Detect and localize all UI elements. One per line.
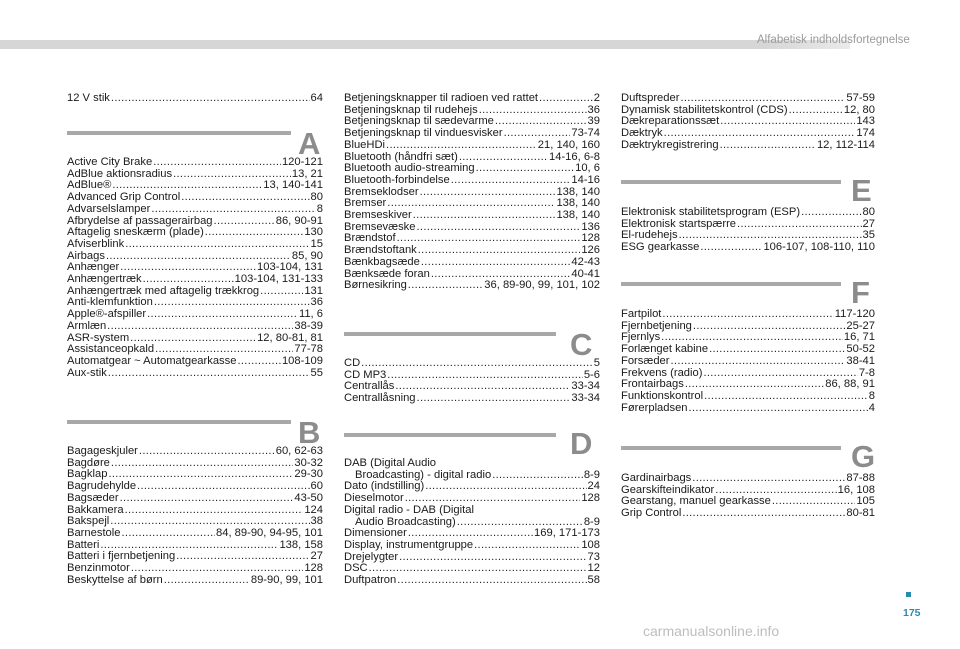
intro-list (621, 93, 875, 152)
leader-dots (417, 393, 571, 405)
leader-dots (772, 496, 855, 508)
entry-term: Dimensioner (344, 527, 407, 540)
entry-term: Audio Broadcasting) (355, 515, 456, 528)
leader-dots (369, 563, 587, 575)
entry-term: Centrallåsning (344, 392, 416, 405)
index-entry (344, 257, 600, 269)
entry-term: ASR-system (67, 331, 130, 344)
leader-dots (700, 242, 762, 254)
leader-dots (108, 368, 310, 380)
entry-pages: 36 (587, 103, 600, 116)
entry-term: Afbrydelse af passagerairbag (67, 214, 213, 227)
entry-term: Betjeningsknap til vinduesvisker (344, 127, 503, 140)
index-entry (344, 393, 600, 405)
index-entry (67, 528, 323, 540)
entry-term: Frekvens (radio) (621, 366, 703, 379)
entry-term: Anhængertræk (67, 273, 142, 286)
index-entry (344, 210, 600, 222)
entry-pages: 12, 80 (843, 103, 875, 116)
leader-dots (671, 356, 846, 368)
entry-term: Anhængertræk med aftagelig trækkrog (67, 284, 260, 297)
entry-term: Beskyttelse af børn (67, 573, 163, 586)
index-entry (344, 458, 600, 470)
entry-pages: 50-52 (846, 343, 875, 356)
entry-pages: 29-30 (294, 468, 323, 481)
entry-term: Duftspreder (621, 92, 680, 104)
entry-term: 12 V stik (67, 92, 110, 104)
entry-pages: 42-43 (571, 255, 600, 268)
entry-pages: 33-34 (571, 380, 600, 393)
leader-dots (147, 309, 298, 321)
entry-term: Betjeningsknapper til radioen ved rattet (344, 92, 539, 104)
leader-dots (387, 198, 555, 210)
index-entry (67, 493, 323, 505)
entry-term: Advarselslamper (67, 202, 151, 215)
leader-dots (709, 344, 845, 356)
entry-term: Bagageskjuler (67, 445, 138, 457)
entry-pages: 10, 6 (575, 162, 600, 175)
leader-dots (408, 280, 484, 292)
entry-pages: 30-32 (294, 456, 323, 469)
entry-term: Anhænger (67, 261, 120, 274)
leader-dots (181, 192, 309, 204)
entry-pages: 85, 90 (291, 249, 323, 262)
entry-term: Bremseskiver (344, 209, 412, 222)
entry-pages: 126 (581, 244, 600, 257)
leader-dots (111, 93, 310, 105)
entry-pages: 11, 6 (298, 308, 323, 321)
entry-pages: 73 (587, 550, 600, 563)
entry-pages: 80 (862, 206, 875, 218)
section-rule (344, 332, 556, 336)
entry-term: Bagklap (67, 468, 108, 481)
entry-term: Assistanceopkald (67, 343, 155, 356)
entry-pages: 12 (587, 562, 600, 575)
entry-term: Bluetooth audio-streaming (344, 162, 475, 175)
leader-dots (685, 379, 824, 391)
leader-dots (474, 540, 580, 552)
entry-pages: 103-104, 131-133 (234, 273, 323, 286)
section-g-entries (621, 473, 875, 520)
entry-term: Duftpatron (344, 574, 397, 587)
entry-term: Bremser (344, 197, 387, 210)
entry-term: Gearstang, manuel gearkasse (621, 495, 771, 508)
leader-dots (680, 93, 845, 105)
leader-dots (476, 163, 575, 175)
index-entry (621, 207, 875, 219)
section-letter: F (851, 275, 870, 310)
entry-pages: 86, 90-91 (275, 214, 323, 227)
entry-pages: 80 (310, 191, 323, 204)
entry-pages: 128 (581, 492, 600, 505)
leader-dots (413, 210, 556, 222)
entry-term: Førerpladsen (621, 401, 688, 414)
index-entry (67, 368, 323, 380)
entry-term: Dynamisk stabilitetskontrol (CDS) (621, 103, 788, 116)
index-entry (344, 280, 600, 292)
leader-dots (260, 286, 303, 298)
leader-dots (108, 469, 293, 481)
entry-term: BlueHDi (344, 138, 386, 151)
index-entry (621, 93, 875, 105)
leader-dots (451, 175, 571, 187)
leader-dots (153, 157, 281, 169)
entry-term: Bluetooth-forbindelse (344, 173, 450, 186)
section-a-entries (67, 157, 323, 379)
leader-dots (125, 239, 309, 251)
leader-dots (139, 446, 275, 458)
entry-term: Automatgear ~ Automatgearkasse (67, 354, 237, 367)
entry-pages: 2 (593, 92, 600, 104)
section-e-entries (621, 207, 875, 254)
index-entry (344, 505, 600, 517)
page-number: 175 (903, 607, 921, 619)
leader-dots (682, 508, 845, 520)
entry-pages: 8-9 (583, 515, 600, 528)
entry-term: ESG gearkasse (621, 241, 700, 254)
entry-pages: 33-34 (571, 392, 600, 405)
entry-pages: 128 (581, 232, 600, 245)
entry-term: Benzinmotor (67, 562, 130, 575)
entry-pages: 143 (856, 115, 875, 128)
entry-pages: 14-16, 6-8 (549, 150, 600, 163)
leader-dots (397, 575, 586, 587)
entry-term: AdBlue aktionsradius (67, 167, 173, 180)
leader-dots (214, 216, 275, 228)
leader-dots (692, 473, 845, 485)
entry-pages: 4 (868, 401, 875, 414)
entry-pages: 103-104, 131 (257, 261, 323, 274)
entry-pages: 5 (593, 357, 600, 369)
leader-dots (122, 528, 216, 540)
entry-pages: 174 (856, 127, 875, 140)
entry-pages: 108-109 (281, 354, 323, 367)
entry-pages: 106-107, 108-110, 110 (763, 241, 875, 254)
leader-dots (120, 493, 294, 505)
entry-pages: 57-59 (846, 92, 875, 104)
section-rule (621, 446, 841, 450)
entry-pages: 138, 140 (556, 209, 600, 222)
entry-pages: 80-81 (846, 507, 875, 520)
leader-dots (720, 116, 855, 128)
leader-dots (399, 552, 586, 564)
entry-term: Brændstoftank (344, 244, 417, 257)
entry-pages: 84, 89-90, 94-95, 101 (216, 526, 323, 539)
entry-pages: 108 (581, 538, 600, 551)
index-entry (621, 309, 875, 321)
index-entry (67, 356, 323, 368)
entry-term: Batteri i fjernbetjening (67, 550, 176, 563)
entry-term: Elektronisk stabilitetsprogram (ESP) (621, 206, 801, 218)
entry-pages: 169, 171-173 (534, 527, 600, 540)
index-entry (67, 93, 323, 105)
entry-pages: 36, 89-90, 99, 101, 102 (484, 279, 600, 292)
entry-term: Funktionskontrol (621, 389, 704, 402)
entry-pages: 7-8 (858, 366, 875, 379)
leader-dots (539, 93, 593, 105)
index-entry (67, 274, 323, 286)
section-d-entries (344, 458, 600, 587)
entry-pages: 35 (862, 229, 875, 242)
leader-dots (361, 358, 593, 370)
entry-pages: 131 (304, 284, 323, 297)
index-entry (344, 140, 600, 152)
leader-dots (386, 140, 537, 152)
entry-pages: 136 (581, 220, 600, 233)
entry-pages: 13, 140-141 (263, 179, 323, 192)
entry-pages: 120-121 (281, 156, 323, 168)
leader-dots (176, 551, 309, 563)
entry-term: Gearskifteindikator (621, 483, 715, 496)
entry-term: Elektronisk startspærre (621, 217, 737, 230)
section-rule (621, 180, 841, 184)
leader-dots (420, 187, 556, 199)
entry-pages: 43-50 (294, 491, 323, 504)
leader-dots (395, 381, 570, 393)
entry-term: Frontairbags (621, 378, 684, 391)
index-entry (621, 403, 875, 415)
entry-pages: 13, 21 (291, 167, 323, 180)
entry-term: Display, instrumentgruppe (344, 538, 474, 551)
page-header-title: Alfabetisk indholdsfortegnelse (757, 34, 910, 46)
footer-marker (906, 592, 911, 597)
section-c-entries (344, 358, 600, 405)
entry-pages: 25-27 (846, 319, 875, 332)
index-entry (67, 239, 323, 251)
entry-pages: 12, 112-114 (816, 138, 875, 151)
entry-term: Dækreparationssæt (621, 115, 720, 128)
leader-dots (720, 140, 816, 152)
leader-dots (143, 274, 234, 286)
entry-pages: 21, 140, 160 (537, 138, 600, 151)
entry-pages: 55 (310, 366, 323, 379)
leader-dots (425, 481, 586, 493)
index-entry (67, 321, 323, 333)
leader-dots (693, 321, 845, 333)
entry-term: Brændstof (344, 232, 396, 245)
index-entry (67, 157, 323, 169)
entry-term: Forsæder (621, 354, 670, 367)
entry-term: Apple®-afspiller (67, 308, 147, 321)
entry-term: Batteri (67, 538, 100, 551)
entry-pages: 64 (310, 92, 323, 104)
entry-term: AdBlue® (67, 179, 112, 192)
entry-pages: 124 (304, 503, 323, 516)
entry-pages: 40-41 (571, 267, 600, 280)
section-rule (67, 131, 291, 135)
entry-pages: 105 (856, 495, 875, 508)
index-entry (67, 446, 323, 458)
entry-term: CD (344, 357, 361, 369)
entry-pages: 130 (304, 226, 323, 239)
index-entry (344, 358, 600, 370)
entry-term: Broadcasting) - digital radio (355, 468, 492, 481)
leader-dots (492, 470, 583, 482)
entry-term: Bremseklodser (344, 185, 419, 198)
entry-pages: 138, 158 (279, 538, 323, 551)
entry-pages: 38 (310, 515, 323, 528)
index-entry (621, 473, 875, 485)
section-letter: A (298, 126, 321, 161)
leader-dots (689, 403, 868, 415)
entry-term: Forlænget kabine (621, 343, 709, 356)
leader-dots (801, 207, 861, 219)
section-letter: D (570, 426, 593, 461)
entry-term: Dato (indstilling) (344, 480, 425, 493)
index-entry (344, 540, 600, 552)
entry-pages: 87-88 (846, 472, 875, 484)
leader-dots (151, 204, 315, 216)
section-rule (67, 420, 291, 424)
index-entry (621, 356, 875, 368)
entry-term: Fjernbetjening (621, 319, 692, 332)
watermark: carmanualsonline.info (643, 623, 780, 639)
entry-term: Anti-klemfunktion (67, 296, 153, 309)
entry-pages: 14-16 (571, 173, 600, 186)
entry-term: Bakkamera (67, 503, 124, 516)
leader-dots (397, 233, 581, 245)
entry-pages: 38-41 (846, 354, 875, 367)
entry-term: Bremsevæske (344, 220, 416, 233)
entry-term: Gardinairbags (621, 472, 692, 484)
entry-pages: 138, 140 (556, 185, 600, 198)
entry-term: Bænkbagsæde (344, 255, 420, 268)
entry-pages: 16, 71 (843, 331, 875, 344)
index-entry (67, 575, 323, 587)
index-entry (344, 93, 600, 105)
entry-pages: 89-90, 99, 101 (250, 573, 323, 586)
entry-term: Fjernlys (621, 331, 661, 344)
entry-term: Armlæn (67, 319, 107, 332)
entry-pages: 60 (310, 480, 323, 493)
entry-term: Afviserblink (67, 237, 125, 250)
index-entry (67, 563, 323, 575)
entry-pages: 138, 140 (556, 197, 600, 210)
entry-pages: 5-6 (583, 368, 600, 381)
entry-pages: 27 (862, 217, 875, 230)
leader-dots (205, 227, 304, 239)
entry-pages: 39 (587, 115, 600, 128)
entry-pages: 58 (587, 574, 600, 587)
entry-term: Aftagelig sneskærm (plade) (67, 226, 204, 239)
entry-pages: 60, 62-63 (275, 445, 323, 457)
index-entry (621, 242, 875, 254)
header-bar (0, 40, 850, 49)
leader-dots (479, 105, 587, 117)
entry-term: Betjeningsknap til rudehejs (344, 103, 478, 116)
leader-dots (164, 575, 250, 587)
entry-pages: 27 (310, 550, 323, 563)
leader-dots (789, 105, 843, 117)
leader-dots (387, 370, 583, 382)
entry-term: Drejelygter (344, 550, 399, 563)
leader-dots (154, 297, 310, 309)
leader-dots (125, 505, 304, 517)
entry-pages: 73-74 (571, 127, 600, 140)
leader-dots (418, 245, 581, 257)
index-entry (621, 140, 875, 152)
index-entry (621, 508, 875, 520)
entry-term: Grip Control (621, 507, 682, 520)
entry-term: Advanced Grip Control (67, 191, 181, 204)
entry-term: Betjeningsknap til sædevarme (344, 115, 494, 128)
entry-pages: 117-120 (834, 308, 875, 320)
section-b-entries (67, 446, 323, 586)
index-entry (621, 391, 875, 403)
entry-pages: 24 (587, 480, 600, 493)
leader-dots (107, 321, 293, 333)
entry-pages: 12, 80-81, 81 (257, 331, 323, 344)
entry-term: El-rudehejs (621, 229, 678, 242)
entry-pages: 15 (310, 237, 323, 250)
leader-dots (662, 309, 833, 321)
entry-pages: 8-9 (583, 468, 600, 481)
entry-pages: 16, 108 (837, 483, 875, 496)
entry-pages: 8 (868, 389, 875, 402)
intro-list (67, 93, 323, 105)
leader-dots (704, 391, 868, 403)
section-letter: B (298, 415, 321, 450)
entry-pages: 77-78 (294, 343, 323, 356)
entry-term: Bluetooth (håndfri sæt) (344, 150, 458, 163)
entry-term: Active City Brake (67, 156, 153, 168)
index-entry (344, 552, 600, 564)
entry-term: Bagdøre (67, 456, 110, 469)
index-entry (344, 575, 600, 587)
entry-term: Aux-stik (67, 366, 107, 379)
section-rule (344, 433, 556, 437)
leader-dots (131, 563, 304, 575)
entry-term: Bagrudehylde (67, 480, 137, 493)
index-entry (344, 175, 600, 187)
entry-term: Barnestole (67, 526, 121, 539)
entry-pages: 86, 88, 91 (825, 378, 875, 391)
entry-term: Bakspejl (67, 515, 110, 528)
section-f-entries (621, 309, 875, 414)
leader-dots (421, 257, 570, 269)
entry-term: Bagsæder (67, 491, 119, 504)
intro-list (344, 93, 600, 292)
entry-term: Dæktrykregistrering (621, 138, 719, 151)
entry-pages: 128 (304, 562, 323, 575)
entry-term: Bænksæde foran (344, 267, 430, 280)
entry-pages: 36 (310, 296, 323, 309)
entry-term: Airbags (67, 249, 105, 262)
entry-term: Digital radio - DAB (Digital (344, 503, 474, 516)
entry-term: DAB (Digital Audio (344, 457, 437, 469)
entry-term: Børnesikring (344, 279, 407, 292)
entry-pages: 38-39 (294, 319, 323, 332)
leader-dots (237, 356, 280, 368)
section-letter: E (851, 173, 872, 208)
leader-dots (111, 458, 293, 470)
leader-dots (137, 481, 310, 493)
entry-term: Centrallås (344, 380, 395, 393)
entry-term: Dæktryk (621, 127, 663, 140)
section-rule (621, 282, 841, 286)
section-letter: C (570, 327, 593, 362)
index-entry (67, 204, 323, 216)
leader-dots (737, 219, 862, 231)
leader-dots (417, 222, 581, 234)
entry-term: Fartpilot (621, 308, 662, 320)
entry-term: DSC (344, 562, 368, 575)
entry-term: Dieselmotor (344, 492, 404, 505)
entry-term: CD MP3 (344, 368, 387, 381)
entry-pages: 8 (316, 202, 323, 215)
section-letter: G (851, 439, 876, 474)
